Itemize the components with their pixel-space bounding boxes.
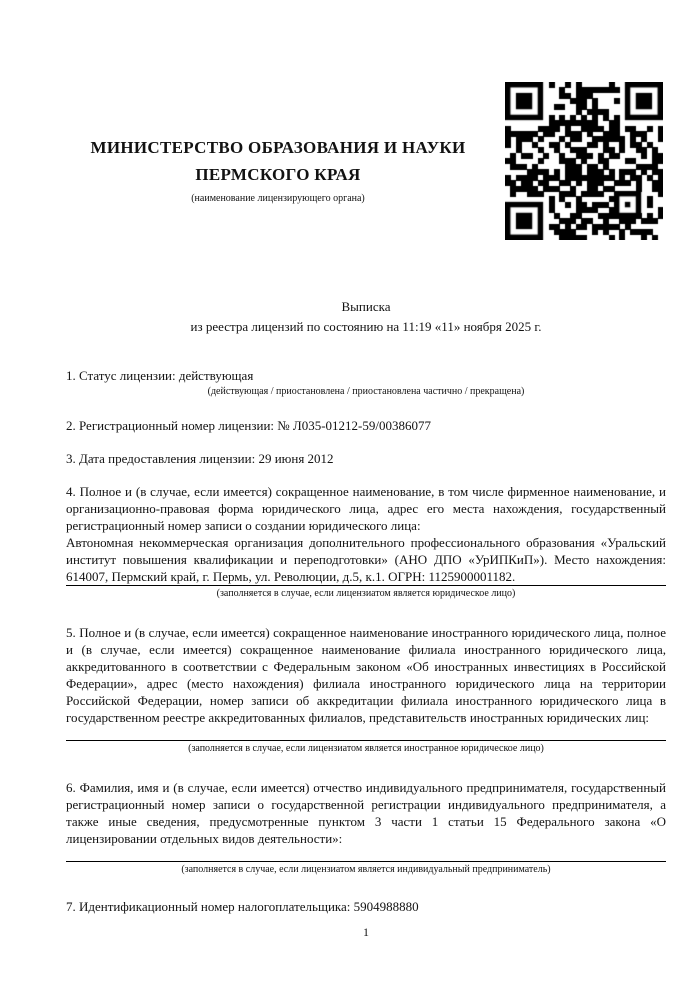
ministry-name-line2: ПЕРМСКОГО КРАЯ — [195, 165, 361, 184]
field-license-status — [66, 367, 666, 398]
field-legal-entity-question: 4. Полное и (в случае, если имеется) сокращенное наименование, в том числе фирменное наименование, и организационно-правовая форма юридического лица, адрес его места нахождения, государственный регистрационный номер записи о создании юридического лица: — [66, 484, 666, 533]
field-foreign-entity — [66, 624, 666, 755]
field-grant-date-text: 3. Дата предоставления лицензии: 29 июня 2012 — [66, 451, 334, 466]
document-body — [66, 0, 666, 915]
document-title-line2: из реестра лицензий по состоянию на 11:19 «11» ноября 2025 г. — [190, 319, 542, 334]
document-title — [66, 297, 666, 337]
field-grant-date — [66, 450, 666, 467]
field-license-status-note: (действующая / приостановлена / приостановлена частично / прекращена) — [207, 386, 525, 397]
field-legal-entity — [66, 483, 666, 600]
field-legal-entity-note: (заполняется в случае, если лицензиатом является юридическое лицо) — [216, 588, 516, 599]
field-registration-number — [66, 417, 666, 434]
field-foreign-entity-note: (заполняется в случае, если лицензиатом является иностранное юридическое лицо) — [188, 743, 544, 754]
ministry-name-line1: МИНИСТЕРСТВО ОБРАЗОВАНИЯ И НАУКИ — [90, 138, 466, 157]
field-license-status-text: 1. Статус лицензии: действующая — [66, 368, 254, 383]
field-individual-entrepreneur-question: 6. Фамилия, имя и (в случае, если имеется) отчество индивидуального предпринимателя, государственный регистрационный номер записи о государственной регистрации индивидуального предпринимателя, а также иные сведения, предусмотренные пунктом 3 части 1 статьи 15 Федерального закона «О лицензировании отдельных видов деятельности»: — [66, 780, 666, 846]
field-registration-number-text: 2. Регистрационный номер лицензии: № Л035-01212-59/00386077 — [66, 418, 432, 433]
field-legal-entity-value: Автономная некоммерческая организация дополнительного профессионального образования «Уральский институт повышения квалификации и переподготовки» (АНО ДПО «УрИПКиП»). Место нахождения: 614007, Пермский край, г. Пермь, ул. Революции, д.5, к.1. ОГРН: 1125900001182. — [66, 535, 666, 584]
field-foreign-entity-question: 5. Полное и (в случае, если имеется) сокращенное наименование иностранного юридического лица, полное и (в случае, если имеется) сокращенное наименование филиала иностранного юридического лица, аккредитованного в соответствии с Федеральным законом «Об иностранных инвестициях в Российской Федерации», адрес (место нахождения) филиала иностранного юридического лица на территории Российской Федерации, номер записи об аккредитации филиала иностранного юридического лица в государственном реестре аккредитованных филиалов, представительств иностранных юридических лиц: — [66, 625, 666, 725]
page-number: 1 — [363, 925, 369, 939]
field-individual-entrepreneur — [66, 779, 666, 876]
field-individual-entrepreneur-note: (заполняется в случае, если лицензиатом является индивидуальный предприниматель) — [181, 864, 551, 875]
document-title-line1: Выписка — [341, 299, 391, 314]
field-taxpayer-id — [66, 898, 666, 915]
field-taxpayer-id-text: 7. Идентификационный номер налогоплательщика: 5904988880 — [66, 899, 419, 914]
ministry-caption: (наименование лицензирующего органа) — [191, 193, 365, 204]
